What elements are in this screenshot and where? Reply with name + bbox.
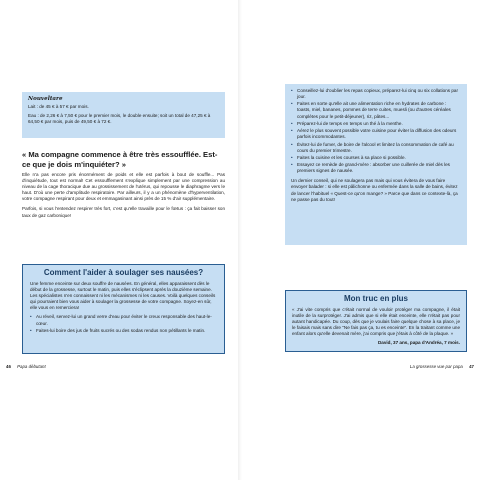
testimony-box-title: Mon truc en plus bbox=[344, 294, 408, 303]
nausea-box bbox=[22, 264, 225, 354]
tips-box bbox=[285, 84, 467, 245]
list-item: • Essayez ce remède de grand-mère : absorber une cuillerée de miel dès les premiers signes de nausée. bbox=[291, 162, 461, 174]
price-box-line-milk: Lait : de 45 € à 57 € par mois. bbox=[28, 104, 89, 109]
list-item: • Au réveil, servez-lui un grand verre d'eau pour éviter le creux responsable des haut-le-cœur. bbox=[30, 314, 217, 326]
list-item: • Faites la cuisine et les courses à sa place si possible. bbox=[291, 155, 461, 161]
right-page bbox=[240, 0, 480, 480]
list-item: • Faites-lui boire des jus de fruits sucrés ou des sodas rendus non pétillants le matin. bbox=[30, 328, 217, 334]
price-box-line-water: Eau : de 2,26 € à 7,50 € pour le premier mois, le double ensuite; soit un total de 47,25 € à 64,50 € par mois, puis de 49,50 € à 72 €. bbox=[28, 113, 211, 125]
testimony-quote: « J'ai vite compris que c'était normal de vouloir protéger ma compagne, il était inutile de la surprotéger. J'ai admis que si elle était enceinte, elle n'était pas pour autant handicapée. Du coup, dès que je voulais faire quelque chose à sa place, je le faisais mais sans dire "Ne fais pas ça, tu es enceinte". En la traitant comme une enfant alors qu'elle devenait mère, j'ai compris que j'étais à côté de la plaque. » bbox=[292, 307, 460, 337]
body-paragraph-1: Elle n'a pas encore pris énormément de poids et elle est parfois à bout de souffle... Pas d'inquiétude, tout est normal! Cet essoufflement s'explique simplement par une compression au niveau de la cage thoracique due au grossissement de l'utérus, qui repousse le diaphragme vers le haut. D'où une perte d'amplitude respiratoire. Par ailleurs, il y a un phénomène d'hyperventilation, votre compagne respirant pour deux et emmagasinant ainsi près de 15 % d'air supplémentaire. bbox=[22, 172, 225, 202]
running-title: Papa débutant bbox=[17, 364, 46, 369]
quote-section bbox=[22, 150, 225, 219]
running-title: La grossesse vue par papa bbox=[409, 364, 463, 369]
price-box-title: Nouveltare bbox=[28, 96, 63, 102]
list-item: • Conseillez-lui d'oublier les repas copieux, préparez-lui cinq ou six collations par jour. bbox=[291, 88, 461, 100]
list-item: • Aérez le plus souvent possible votre cuisine pour éviter la diffusion des odeurs parfois incommodantes. bbox=[291, 128, 461, 140]
closing-advice: Un dernier conseil, qui ne soulagera pas mais qui vous évitera de vous faire envoyer balader : si elle est pâlichonne ou enfermée dans la salle de bains, évitez de lancer l'habituel « Quest-ce qu'on mange? » Parce que dans ce contexte-là, ça ne passe pas du tout! bbox=[291, 178, 458, 202]
nausea-box-title: Comment l'aider à soulager ses nausées? bbox=[43, 268, 204, 277]
right-footer bbox=[410, 364, 474, 370]
price-box bbox=[22, 92, 225, 138]
page-number: 46 bbox=[6, 364, 11, 369]
quote-title: « Ma compagne commence à être très essoufflée. Est-ce que je dois m'inquiéter? » bbox=[22, 150, 218, 169]
list-item: • Faites en sorte qu'elle ait une alimentation riche en hydrates de carbone : toasts, miel, bananes, pommes de terre cuites, muesli (ou d'autres céréales complètes pour le petit-déjeuner), riz, pâtes... bbox=[291, 101, 461, 119]
list-item: • Évitez-lui de fumer, de boire de l'alcool et limitez la consommation de café au cours du premier trimestre. bbox=[291, 142, 461, 154]
left-footer bbox=[6, 364, 46, 370]
testimony-signature: David, 37 ans, papa d'Andréa, 7 mois. bbox=[377, 340, 460, 346]
nausea-box-intro: Une femme enceinte sur deux souffre de nausées. En général, elles apparaissent dès le début de la grossesse, surtout le matin, puis elles s'éclipsent après la douzième semaine. Les spécialistes n'en connaissent ni les mécanismes ni les causes. Voilà quelques conseils qui pourraient bien vous aider à soulager la grossesse de votre compagne. Soyez-en sûr, elle vous en remerciera! bbox=[30, 281, 216, 311]
nausea-box-bullets bbox=[30, 314, 217, 333]
page-number: 47 bbox=[469, 364, 474, 369]
testimony-box bbox=[285, 290, 467, 352]
body-paragraph-2: Parfois, si vous l'entendez respirer très fort, c'est qu'elle travaille pour le fœtus : ça fait baisser son taux de gaz carbonique! bbox=[22, 206, 225, 218]
list-item: • Préparez-lui de temps en temps un thé à la menthe. bbox=[291, 121, 461, 127]
